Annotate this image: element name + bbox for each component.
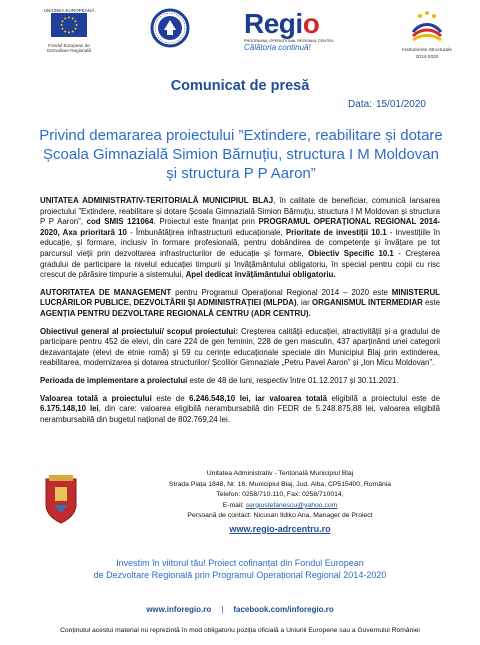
logo-strip bbox=[0, 6, 480, 68]
text-run: Obiectivul general al proiectului/ scopul proiectului: bbox=[40, 326, 239, 336]
cofinancing-statement bbox=[0, 557, 480, 581]
text-run: PROGRAMUL OPERAȚIONAL REGIONAL 2014-2020, Axa prioritară 10 bbox=[40, 217, 440, 237]
paragraph-period bbox=[40, 376, 440, 387]
text-run: AGENȚIA PENTRU DEZVOLTARE REGIONALĂ CENTRU (ADR CENTRU). bbox=[40, 308, 311, 318]
eu-caption-bottom-1: Fondul European de bbox=[48, 43, 90, 49]
eu-caption-bottom-2: Dezvoltare Regională bbox=[47, 48, 91, 54]
footer-separator: | bbox=[221, 605, 224, 614]
text-run: este de 48 de luni, respectiv între 01.12.2017 și 30.11.2021. bbox=[187, 375, 399, 385]
structural-instruments-logo bbox=[392, 8, 462, 60]
press-release-body bbox=[40, 196, 440, 432]
contact-phone: Telefon: 0258/710.110, Fax: 0258/710014, bbox=[216, 491, 344, 499]
contact-email-link[interactable]: sergiustefanescu@yahoo.com bbox=[245, 501, 338, 509]
text-run: AUTORITATEA DE MANAGEMENT bbox=[40, 287, 172, 297]
text-run: pentru Programul Operațional Regional 2014 – 2020 este bbox=[171, 287, 392, 297]
government-seal-icon bbox=[150, 8, 190, 52]
cofinancing-line-1: Investim în viitorul tău! Proiect cofinanțat din Fondul European bbox=[116, 558, 364, 568]
contact-block bbox=[120, 469, 440, 537]
disclaimer: Conținutul acestui material nu reprezintă în mod obligatoriu poziția oficială a Uniunii Europene sau a Guvernului României bbox=[60, 627, 420, 634]
text-run: Apel dedicat învățământului obligatoriu. bbox=[185, 270, 336, 280]
text-run: , iar bbox=[296, 298, 313, 308]
text-run: UNITATEA ADMINISTRATIV-TERITORIALĂ MUNICIPIUL BLAJ bbox=[40, 196, 274, 205]
contact-email-label: E-mail: bbox=[222, 501, 246, 509]
text-run: eligibilă a proiectului este de bbox=[326, 393, 440, 403]
text-run: - Îmbunătățirea infrastructurii educaționale, bbox=[126, 227, 286, 237]
contact-org: Unitatea Administrativ - Teritorială Municipiul Blaj bbox=[206, 470, 354, 477]
regio-adrcentru-link[interactable]: www.regio-adrcentru.ro bbox=[229, 523, 331, 534]
contact-address: Strada Piața 1848, Nr. 16, Municipiul Blaj, Jud. Alba, CP515400, România bbox=[168, 480, 392, 488]
structural-instruments-star-icon bbox=[407, 8, 447, 42]
contact-email-line bbox=[120, 501, 440, 512]
text-run: 6.175.148,10 lei bbox=[40, 404, 99, 414]
contact-person: Persoană de contact: Nicusan Ildiko Ana, Manager de Proiect bbox=[187, 512, 373, 520]
regio-subtitle: PROGRAMUL OPERAȚIONAL REGIONAL CENTRU bbox=[244, 39, 334, 43]
text-run: - Investițiile în educație, și formare, inclusiv în formare profesională, pentru dobândirea de competențe și învățare pe tot parcursul vieții prin dezvoltarea infrastructurilor de educație și formare, bbox=[40, 227, 440, 258]
text-run: 6.246.548,10 lei, iar valoarea totală bbox=[189, 393, 327, 403]
cofinancing-line-2: de Dezvoltare Regională prin Programul Operațional Regional 2014-2020 bbox=[93, 570, 387, 580]
text-run: - Creșterea gradului de participare la nivelul educației timpurii și învățământului obligatoriu, în special pentru copii cu risc crescut de părăsire timpurie a sistemului, bbox=[40, 248, 440, 280]
paragraph-objective bbox=[40, 327, 440, 369]
text-run: MINISTERUL LUCRĂRILOR PUBLICE, DEZVOLTĂRII ȘI ADMINISTRAȚIEI (MLPDA) bbox=[40, 287, 440, 308]
text-run: cod SMIS 121064 bbox=[86, 217, 154, 227]
regio-wordmark bbox=[244, 10, 364, 38]
text-run: ORGANISMUL INTERMEDIAR bbox=[312, 298, 423, 308]
regio-o-letter: o bbox=[302, 8, 320, 39]
is-caption-1: Instrumente Structurale bbox=[402, 48, 452, 53]
text-run: Creșterea calității educației, atractivității și a gradului de participare pentru 452 de elevi, din care 224 de gen feminin, 228 de gen masculin, 437 aparținând unei categorii dezavantajate (elevi de etnie romă) și 59 cu cerințe educaționale speciale din Municipiul Blaj prin extinderea, reabilitarea, modernizarea și dotarea structurilor/ Școlilor Gimnaziale „Petru Pavel Aaron” și „Ion Micu Moldovan”. bbox=[40, 326, 441, 368]
press-release-subject: Privind demararea proiectului ”Extindere, reabilitare și dotare Școala Gimnazială Simion Bărnuțiu, structura I M Moldovan și structura P P Aaron” bbox=[39, 127, 443, 182]
text-run: Prioritate de investiții 10.1 bbox=[285, 227, 387, 237]
paragraph-authority bbox=[40, 288, 440, 320]
text-run: este de bbox=[151, 393, 190, 403]
is-caption-2: 2014-2020 bbox=[415, 54, 439, 60]
eu-logo bbox=[24, 8, 114, 54]
date-line bbox=[344, 99, 426, 110]
eu-caption-top: UNIUNEA EUROPEANĂ bbox=[43, 8, 95, 13]
text-run: este bbox=[422, 298, 441, 308]
text-run: Perioada de implementare a proiectului bbox=[40, 375, 188, 385]
text-run: . Proiectul este finanțat prin bbox=[153, 217, 259, 227]
regio-word-text: Regi bbox=[244, 8, 303, 39]
date-label: Data: bbox=[348, 99, 372, 110]
regio-tagline: Călătoria continuă! bbox=[244, 43, 311, 53]
blaj-coat-of-arms-icon bbox=[40, 475, 82, 527]
regio-logo bbox=[244, 10, 364, 52]
inforegio-link[interactable]: www.inforegio.ro bbox=[146, 605, 212, 614]
footer-links bbox=[0, 605, 480, 614]
paragraph-beneficiary bbox=[40, 196, 440, 281]
paragraph-value bbox=[40, 394, 440, 426]
facebook-link[interactable]: facebook.com/inforegio.ro bbox=[233, 605, 334, 614]
eu-flag-icon bbox=[51, 13, 87, 37]
date-value: 15/01/2020 bbox=[375, 99, 426, 110]
text-run: , din care: valoarea eligibilă nerambursabilă din FEDR de 5.248.875,88 lei, valoarea eligibilă nerambursabilă din bugetul național de 802.769,24 lei. bbox=[40, 404, 441, 424]
text-run: Obiectiv Specific 10.1 bbox=[308, 248, 394, 258]
page-title: Comunicat de presă bbox=[170, 78, 310, 94]
text-run: , în calitate de beneficiar, comunică lansarea proiectului ”Extindere, reabilitare și dotare Școala Gimnazială Simion Bărnuțiu, structura I M Moldovan și structura P P Aaron”, bbox=[40, 196, 440, 227]
text-run: Valoarea totală a proiectului bbox=[40, 393, 152, 403]
